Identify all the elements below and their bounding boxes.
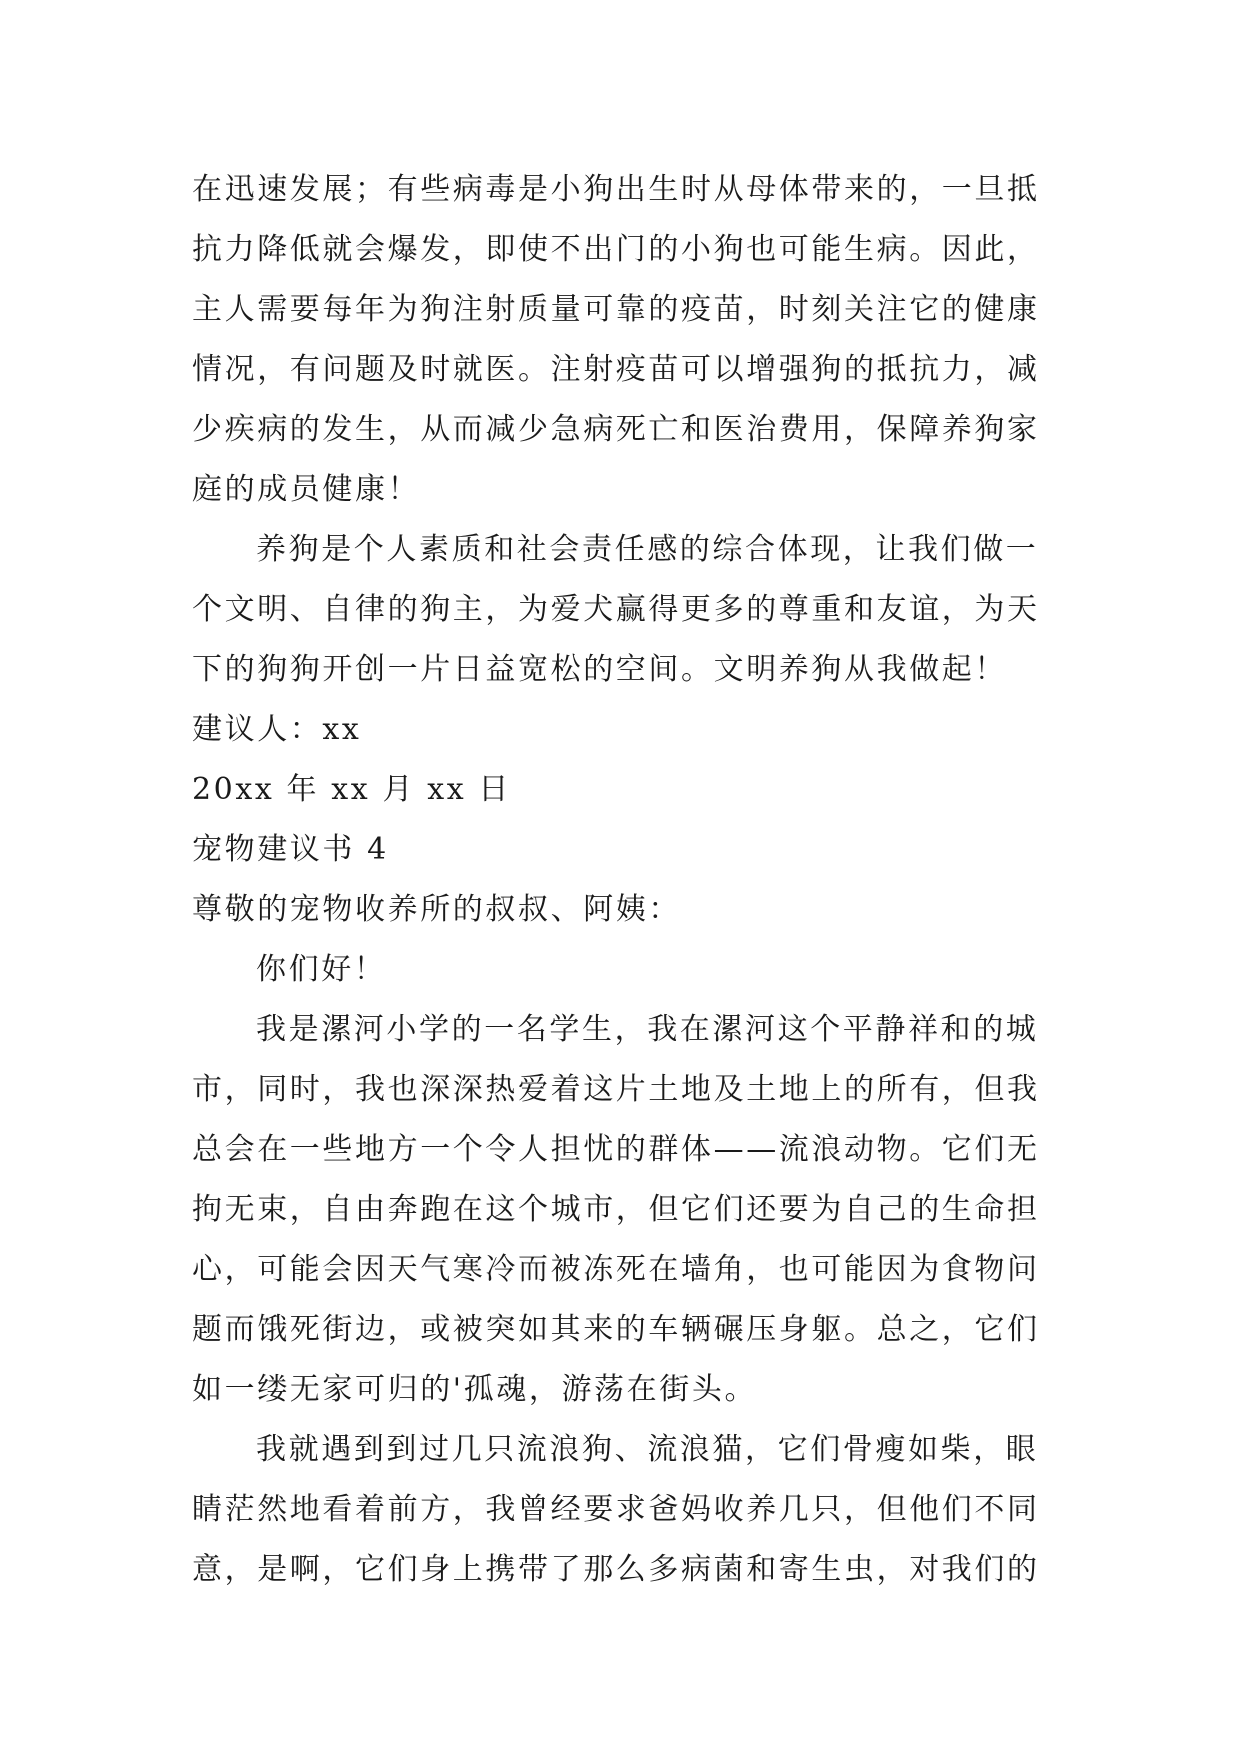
text-line: 睛茫然地看着前方，我曾经要求爸妈收养几只，但他们不同	[192, 1492, 1040, 1527]
text-line: 抗力降低就会爆发，即使不出门的小狗也可能生病。因此，	[192, 232, 1040, 267]
paragraph-first-line: 我就遇到到过几只流浪狗、流浪猫，它们骨瘦如柴，眼	[256, 1432, 1039, 1467]
document-body	[192, 160, 1052, 1600]
salutation: 尊敬的宠物收养所的叔叔、阿姨：	[192, 892, 681, 927]
text-line: 主人需要每年为狗注射质量可靠的疫苗，时刻关注它的健康	[192, 292, 1040, 327]
text-line: 如一缕无家可归的'孤魂，游荡在街头。	[192, 1372, 758, 1407]
text-line: 少疾病的发生，从而减少急病死亡和医治费用，保障养狗家	[192, 412, 1040, 447]
text-line: 心，可能会因天气寒冷而被冻死在墙角，也可能因为食物问	[192, 1252, 1040, 1287]
text-line: 市，同时，我也深深热爱着这片土地及土地上的所有，但我	[192, 1072, 1040, 1107]
text-line: 庭的成员健康！	[192, 472, 421, 507]
paragraph-first-line: 养狗是个人素质和社会责任感的综合体现，让我们做一	[256, 532, 1039, 567]
greeting: 你们好！	[256, 952, 387, 987]
signature-proposer: 建议人：xx	[192, 712, 362, 747]
text-line: 意，是啊，它们身上携带了那么多病菌和寄生虫，对我们的	[192, 1552, 1040, 1587]
signature-date: 20xx 年 xx 月 xx 日	[192, 772, 511, 807]
section-title: 宠物建议书 4	[192, 832, 389, 867]
text-line: 情况，有问题及时就医。注射疫苗可以增强狗的抵抗力，减	[192, 352, 1040, 387]
text-line: 题而饿死街边，或被突如其来的车辆碾压身躯。总之，它们	[192, 1312, 1040, 1347]
paragraph-first-line: 我是漯河小学的一名学生，我在漯河这个平静祥和的城	[256, 1012, 1039, 1047]
text-line: 个文明、自律的狗主，为爱犬赢得更多的尊重和友谊，为天	[192, 592, 1040, 627]
text-line: 在迅速发展；有些病毒是小狗出生时从母体带来的，一旦抵	[192, 172, 1040, 207]
text-line: 下的狗狗开创一片日益宽松的空间。文明养狗从我做起！	[192, 652, 1007, 687]
text-line: 总会在一些地方一个令人担忧的群体——流浪动物。它们无	[192, 1132, 1040, 1167]
text-line: 拘无束，自由奔跑在这个城市，但它们还要为自己的生命担	[192, 1192, 1040, 1227]
